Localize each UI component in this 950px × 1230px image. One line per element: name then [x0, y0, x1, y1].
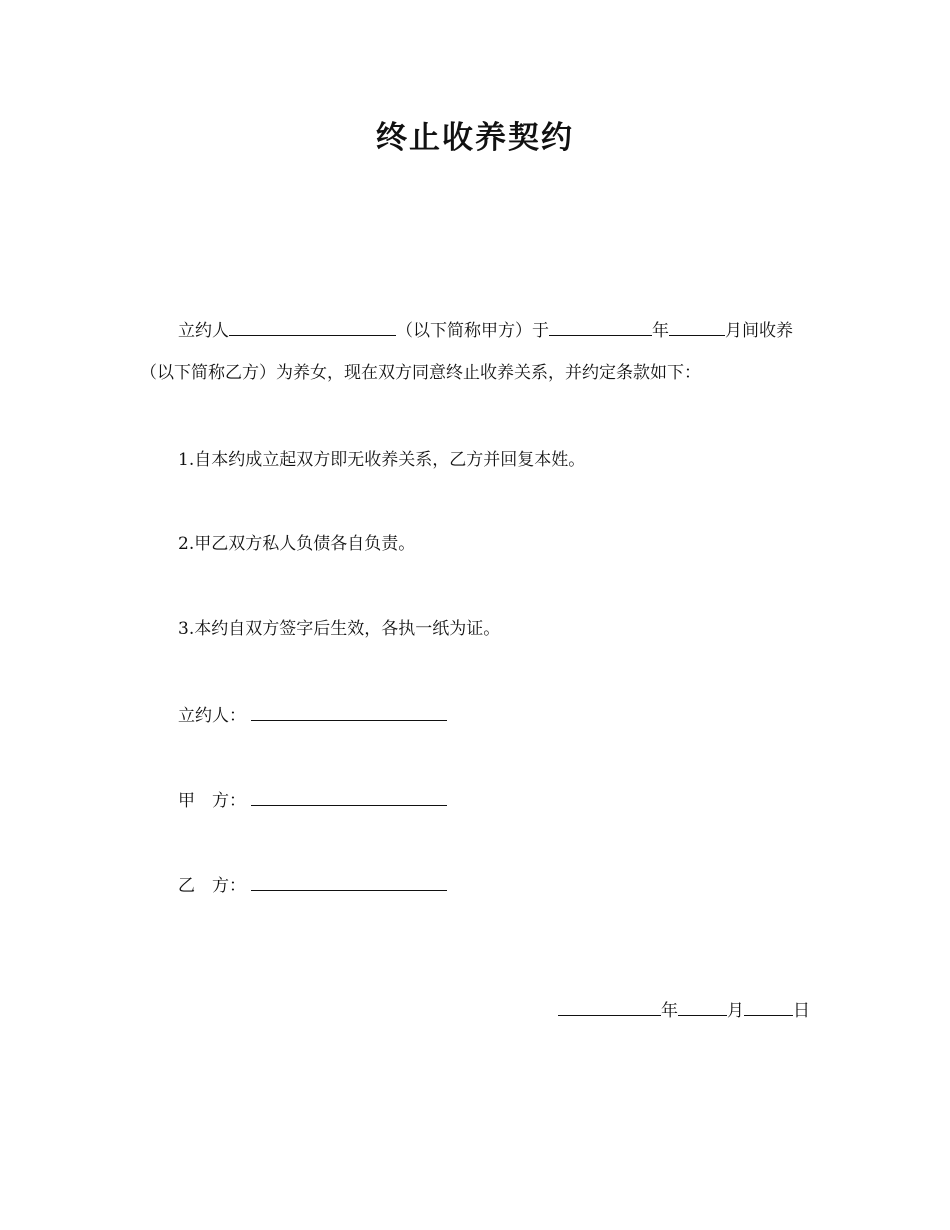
- clause-2: 2.甲乙双方私人负债各自负责。: [178, 534, 416, 554]
- date-month-blank[interactable]: [678, 998, 727, 1016]
- date-year-blank[interactable]: [558, 998, 661, 1016]
- signature-blank-party-b[interactable]: [251, 873, 447, 891]
- clause-1: 1.自本约成立起双方即无收养关系，乙方并回复本姓。: [178, 450, 586, 470]
- signature-blank-party-a[interactable]: [251, 788, 447, 806]
- date-day-blank[interactable]: [744, 998, 793, 1016]
- date-year-label: 年: [661, 1001, 678, 1021]
- signature-label: 甲 方：: [178, 791, 246, 811]
- intro-year-label: 年: [652, 321, 669, 341]
- intro-month-label: 月间收养: [725, 321, 793, 341]
- document-title: 终止收养契约: [376, 120, 574, 156]
- intro-month-blank[interactable]: [669, 318, 725, 336]
- date-month-label: 月: [727, 1001, 744, 1021]
- date-line: [558, 998, 810, 1022]
- signature-blank-contractor[interactable]: [251, 703, 447, 721]
- intro-middle: （以下简称甲方）于: [396, 321, 549, 341]
- party-name-blank[interactable]: [229, 318, 396, 336]
- signature-row-party-b: [178, 873, 447, 897]
- date-day-label: 日: [793, 1001, 810, 1021]
- signature-label: 立约人：: [178, 706, 246, 726]
- signature-row-contractor: [178, 703, 447, 727]
- intro-prefix: 立约人: [178, 321, 229, 341]
- intro-year-blank[interactable]: [549, 318, 652, 336]
- signature-row-party-a: [178, 788, 447, 812]
- clause-3: 3.本约自双方签字后生效，各执一纸为证。: [178, 619, 501, 639]
- intro-line-2: （以下简称乙方）为养女，现在双方同意终止收养关系，并约定条款如下：: [140, 363, 701, 383]
- intro-line-1: [178, 318, 793, 342]
- signature-label: 乙 方：: [178, 876, 246, 896]
